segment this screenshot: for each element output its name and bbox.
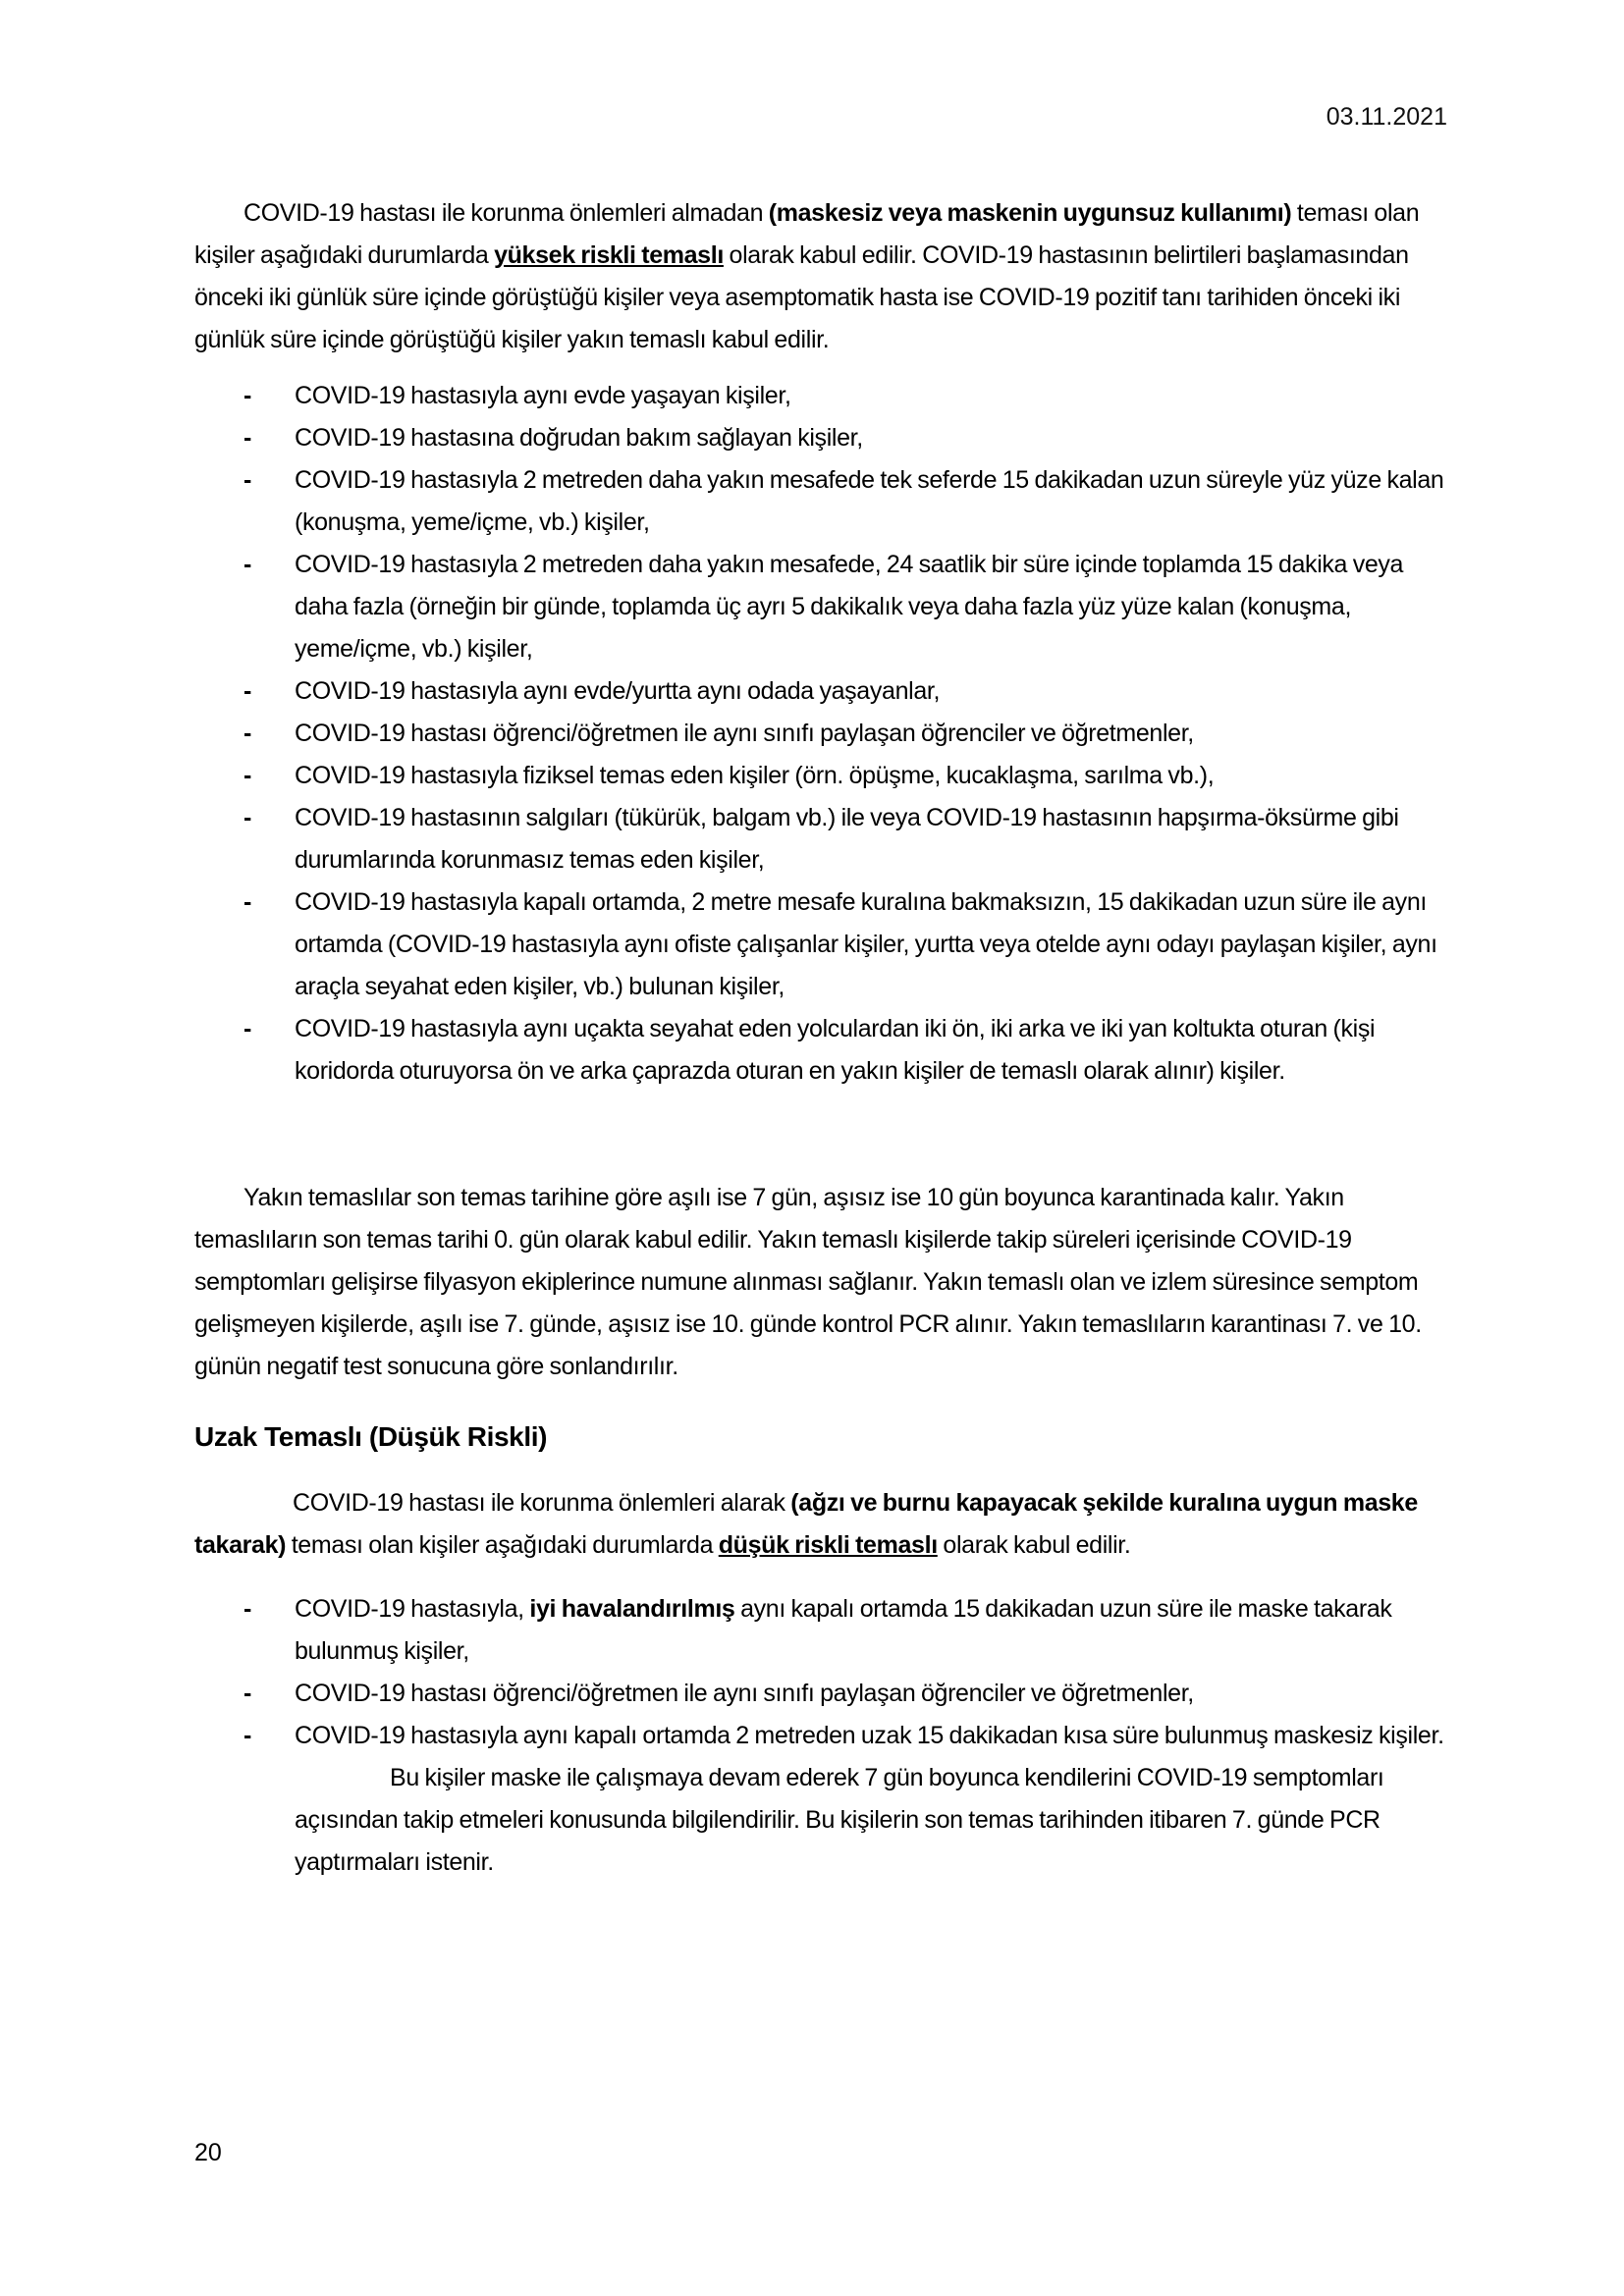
list-item bbox=[194, 1588, 1446, 1673]
dash-bullet-icon: - bbox=[244, 762, 251, 789]
list-item bbox=[194, 1008, 1446, 1093]
page-number: 20 bbox=[194, 2139, 222, 2166]
list-item bbox=[194, 797, 1446, 881]
dash-bullet-icon: - bbox=[244, 424, 251, 452]
list-item-text: COVID-19 hastasıyla aynı evde/yurtta aynı odada yaşayanlar, bbox=[295, 677, 941, 705]
follow-up-text: Bu kişiler maske ile çalışmaya devam ederek 7 gün boyunca kendilerini COVID-19 semptomları açısından takip etmeleri konusunda bilgilendirilir. Bu kişilerin son temas tarihinden itibaren 7. günde PCR yaptırmaları istenir. bbox=[295, 1764, 1384, 1876]
list-item-text: COVID-19 hastasıyla aynı evde yaşayan kişiler, bbox=[295, 382, 791, 409]
list-item bbox=[194, 459, 1446, 544]
low-risk-list bbox=[194, 1588, 1446, 1757]
page-content bbox=[194, 192, 1446, 1884]
list-item bbox=[194, 670, 1446, 713]
list-item bbox=[194, 375, 1446, 417]
list-item bbox=[194, 544, 1446, 670]
dash-bullet-icon: - bbox=[244, 1015, 251, 1042]
follow-up-paragraph bbox=[194, 1757, 1446, 1884]
dash-bullet-icon: - bbox=[244, 1722, 251, 1749]
list-item-text: COVID-19 hastası öğrenci/öğretmen ile aynı sınıfı paylaşan öğrenciler ve öğretmenler, bbox=[295, 720, 1194, 747]
list-item bbox=[194, 1715, 1446, 1757]
list-item bbox=[194, 1673, 1446, 1715]
list-item-text: COVID-19 hastasıyla aynı kapalı ortamda 2 metreden uzak 15 dakikadan kısa süre bulunmuş maskesiz kişiler. bbox=[295, 1722, 1444, 1749]
header-date: 03.11.2021 bbox=[1326, 103, 1447, 131]
dash-bullet-icon: - bbox=[244, 466, 251, 494]
list-item-text: aynı kapalı ortamda 15 dakikadan uzun süre ile maske takarak bulunmuş kişiler, bbox=[295, 1595, 1392, 1665]
dash-bullet-icon: - bbox=[244, 1595, 251, 1623]
intro-text: teması olan kişiler aşağıdaki durumlarda bbox=[194, 199, 1420, 269]
list-item-text: COVID-19 hastasına doğrudan bakım sağlayan kişiler, bbox=[295, 424, 863, 452]
intro-text: olarak kabul edilir. bbox=[937, 1531, 1131, 1559]
low-risk-intro-paragraph bbox=[194, 1482, 1446, 1567]
low-risk-term: düşük riskli temaslı bbox=[718, 1531, 938, 1559]
intro-text: teması olan kişiler aşağıdaki durumlarda bbox=[286, 1531, 719, 1559]
intro-bold-text: (ağzı ve burnu kapayacak şekilde kuralına uygun maske takarak) bbox=[194, 1489, 1418, 1559]
list-item-text: COVID-19 hastası öğrenci/öğretmen ile aynı sınıfı paylaşan öğrenciler ve öğretmenler, bbox=[295, 1680, 1194, 1707]
high-risk-intro-paragraph bbox=[194, 192, 1446, 361]
dash-bullet-icon: - bbox=[244, 1680, 251, 1707]
intro-bold-text: (maskesiz veya maskenin uygunsuz kullanımı) bbox=[768, 199, 1292, 227]
list-item bbox=[194, 881, 1446, 1008]
dash-bullet-icon: - bbox=[244, 551, 251, 578]
list-item-text: COVID-19 hastasıyla 2 metreden daha yakın mesafede, 24 saatlik bir süre içinde toplamda 15 dakika veya daha fazla (örneğin bir günde, toplamda üç ayrı 5 dakikalık veya daha fazla yüz yüze kalan (konuşma, yeme/içme, vb.) kişiler, bbox=[295, 551, 1404, 663]
list-item-text: COVID-19 hastasıyla aynı uçakta seyahat eden yolculardan iki ön, iki arka ve iki yan koltukta oturan (kişi koridorda oturuyorsa ön ve arka çaprazda oturan en yakın kişiler de temaslı olarak alınır) kişiler. bbox=[295, 1015, 1376, 1085]
dash-bullet-icon: - bbox=[244, 382, 251, 409]
dash-bullet-icon: - bbox=[244, 677, 251, 705]
dash-bullet-icon: - bbox=[244, 720, 251, 747]
list-item-text: COVID-19 hastasıyla kapalı ortamda, 2 metre mesafe kuralına bakmaksızın, 15 dakikadan uzun süre ile aynı ortamda (COVID-19 hastasıyla aynı ofiste çalışanlar kişiler, yurtta veya otelde aynı odayı paylaşan kişiler, aynı araçla seyahat eden kişiler, vb.) bulunan kişiler, bbox=[295, 888, 1437, 1000]
low-risk-heading: Uzak Temaslı (Düşük Riskli) bbox=[194, 1421, 548, 1452]
list-item-bold-text: iyi havalandırılmış bbox=[529, 1595, 735, 1623]
list-item-text: COVID-19 hastasıyla, bbox=[295, 1595, 530, 1623]
high-risk-term: yüksek riskli temaslı bbox=[494, 241, 724, 269]
list-item-text: COVID-19 hastasıyla 2 metreden daha yakın mesafede tek seferde 15 dakikadan uzun süreyle yüz yüze kalan (konuşma, yeme/içme, vb.) kişiler, bbox=[295, 466, 1444, 536]
list-item bbox=[194, 417, 1446, 459]
list-item bbox=[194, 713, 1446, 755]
high-risk-list bbox=[194, 375, 1446, 1093]
list-item bbox=[194, 755, 1446, 797]
intro-text: olarak kabul edilir. COVID-19 hastasının belirtileri başlamasından önceki iki günlük süre içinde görüştüğü kişiler veya asemptomatik hasta ise COVID-19 pozitif tanı tarihiden önceki iki günlük süre içinde görüştüğü kişiler yakın temaslı kabul edilir. bbox=[194, 241, 1409, 353]
quarantine-paragraph: Yakın temaslılar son temas tarihine göre aşılı ise 7 gün, aşısız ise 10 gün boyunca karantinada kalır. Yakın temaslıların son temas tarihi 0. gün olarak kabul edilir. Yakın temaslı kişilerde takip süreleri içerisinde COVID-19 semptomları gelişirse filyasyon ekiplerince numune alınması sağlanır. Yakın temaslı olan ve izlem süresince semptom gelişmeyen kişilerde, aşılı ise 7. günde, aşısız ise 10. günde kontrol PCR alınır. Yakın temaslıların karantinası 7. ve 10. günün negatif test sonucuna göre sonlandırılır. bbox=[194, 1184, 1422, 1380]
intro-text: COVID-19 hastası ile korunma önlemleri alarak bbox=[293, 1489, 791, 1517]
list-item-text: COVID-19 hastasıyla fiziksel temas eden kişiler (örn. öpüşme, kucaklaşma, sarılma vb.), bbox=[295, 762, 1215, 789]
intro-text: COVID-19 hastası ile korunma önlemleri almadan bbox=[244, 199, 769, 227]
dash-bullet-icon: - bbox=[244, 888, 251, 916]
list-item-text: COVID-19 hastasının salgıları (tükürük, balgam vb.) ile veya COVID-19 hastasının hapşırma-öksürme gibi durumlarında korunmasız temas eden kişiler, bbox=[295, 804, 1399, 874]
dash-bullet-icon: - bbox=[244, 804, 251, 831]
